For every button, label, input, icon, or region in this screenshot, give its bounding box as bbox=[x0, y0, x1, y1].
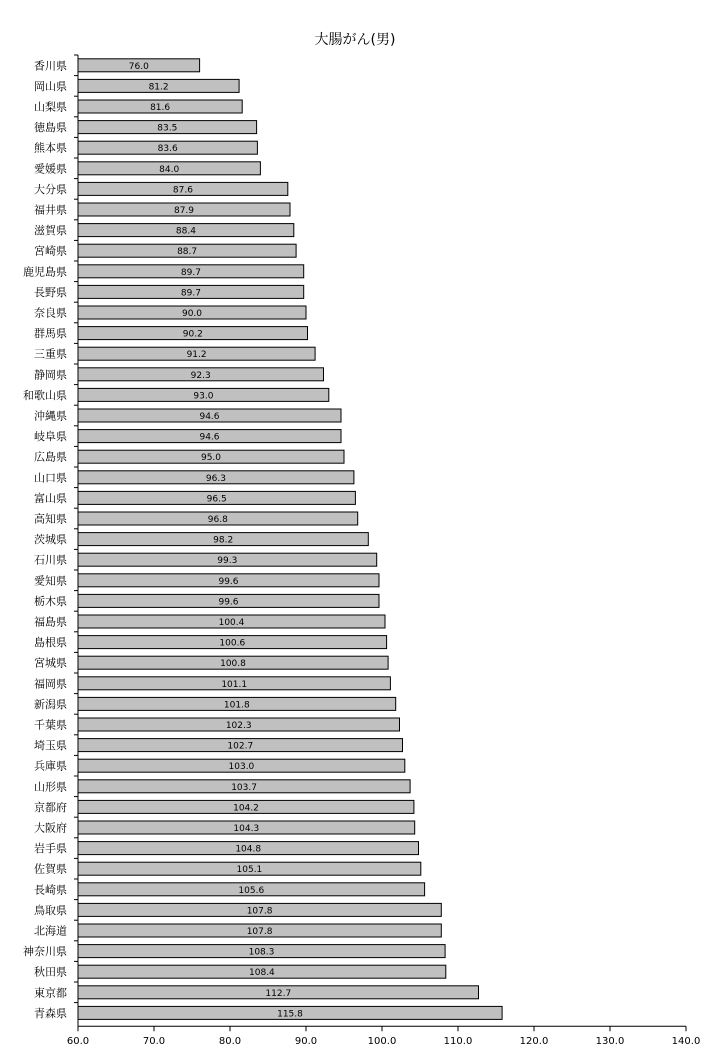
category-label: 栃木県 bbox=[34, 594, 67, 608]
category-label: 新潟県 bbox=[34, 697, 67, 711]
bar-value-label: 104.8 bbox=[235, 844, 262, 855]
bar-value-label: 99.6 bbox=[218, 576, 239, 587]
bar-value-label: 90.0 bbox=[181, 309, 203, 319]
bar-value-label: 98.2 bbox=[213, 535, 234, 546]
x-tick-label: 80.0 bbox=[218, 1036, 242, 1048]
category-label: 山形県 bbox=[34, 780, 67, 794]
bar-value-label: 100.8 bbox=[220, 659, 246, 670]
bar-value-label: 96.8 bbox=[207, 515, 228, 525]
category-label: 熊本県 bbox=[34, 141, 67, 155]
category-label: 富山県 bbox=[34, 491, 67, 505]
category-label: 群馬県 bbox=[34, 327, 67, 341]
category-label: 愛知県 bbox=[34, 574, 67, 588]
bar-value-label: 103.0 bbox=[228, 762, 255, 773]
bar-value-label: 102.7 bbox=[227, 741, 254, 752]
bar-value-label: 102.3 bbox=[225, 721, 252, 731]
x-tick-label: 70.0 bbox=[142, 1036, 166, 1048]
category-label: 佐賀県 bbox=[34, 862, 67, 876]
category-label: 広島県 bbox=[34, 450, 67, 464]
category-label: 石川県 bbox=[34, 553, 67, 567]
bar-value-label: 96.5 bbox=[206, 494, 227, 505]
category-label: 沖縄県 bbox=[34, 409, 67, 423]
category-label: 宮崎県 bbox=[34, 244, 67, 258]
bar-value-label: 81.6 bbox=[150, 103, 171, 113]
category-label: 埼玉県 bbox=[34, 739, 67, 753]
category-label: 徳島県 bbox=[34, 121, 67, 135]
category-label: 東京都 bbox=[34, 986, 67, 1000]
category-label: 青森県 bbox=[34, 1006, 67, 1020]
category-label: 岐阜県 bbox=[34, 430, 67, 444]
bar-value-label: 89.7 bbox=[180, 288, 201, 299]
bar-value-label: 105.1 bbox=[236, 865, 263, 876]
category-label: 長崎県 bbox=[34, 883, 67, 897]
x-tick-label: 110.0 bbox=[443, 1036, 473, 1048]
bar-value-label: 84.0 bbox=[159, 164, 180, 175]
bar-value-label: 105.6 bbox=[238, 885, 265, 896]
bar-value-label: 93.0 bbox=[193, 391, 214, 402]
category-label: 鳥取県 bbox=[34, 903, 67, 917]
bar-value-label: 89.7 bbox=[180, 267, 201, 278]
category-label: 山梨県 bbox=[34, 100, 67, 114]
category-label: 福岡県 bbox=[34, 677, 67, 691]
category-label: 千葉県 bbox=[34, 718, 67, 732]
category-label: 滋賀県 bbox=[34, 224, 67, 238]
category-label: 愛媛県 bbox=[34, 162, 67, 176]
bars-group bbox=[78, 59, 502, 1020]
bar-value-label: 103.7 bbox=[231, 782, 257, 793]
bar-value-label: 90.2 bbox=[182, 329, 203, 340]
category-label: 長野県 bbox=[34, 285, 67, 299]
category-label: 神奈川県 bbox=[23, 945, 67, 959]
bar-value-label: 81.2 bbox=[148, 82, 169, 93]
bar-value-label: 104.3 bbox=[233, 824, 260, 834]
bar-value-label: 91.2 bbox=[186, 350, 207, 361]
category-label: 宮城県 bbox=[34, 656, 67, 670]
category-label: 北海道 bbox=[34, 924, 67, 938]
bar-value-label: 99.3 bbox=[217, 556, 238, 567]
chart-title: 大腸がん(男) bbox=[314, 32, 396, 48]
category-label: 福島県 bbox=[34, 615, 67, 629]
bar-value-label: 83.6 bbox=[157, 144, 178, 155]
category-label: 大分県 bbox=[34, 182, 67, 196]
x-tick-label: 90.0 bbox=[294, 1036, 318, 1048]
bar-value-label: 100.4 bbox=[218, 618, 245, 628]
bar-value-label: 108.3 bbox=[248, 947, 275, 958]
category-label: 和歌山県 bbox=[23, 388, 67, 402]
x-tick-label: 100.0 bbox=[367, 1036, 397, 1048]
bar-value-label: 100.6 bbox=[219, 638, 246, 649]
category-label: 兵庫県 bbox=[34, 759, 67, 773]
category-label: 大阪府 bbox=[34, 821, 67, 835]
category-label: 鹿児島県 bbox=[23, 265, 67, 279]
category-label: 茨城県 bbox=[34, 533, 67, 547]
bar-value-label: 115.8 bbox=[277, 1009, 303, 1020]
category-label: 島根県 bbox=[34, 636, 67, 650]
bar-value-label: 112.7 bbox=[265, 988, 292, 999]
category-label: 岡山県 bbox=[34, 79, 67, 93]
bar-value-label: 87.9 bbox=[173, 206, 195, 216]
bar-value-label: 92.3 bbox=[190, 370, 211, 381]
x-tick-label: 60.0 bbox=[66, 1036, 90, 1048]
bar-value-label: 107.8 bbox=[246, 927, 273, 937]
x-tick-label: 120.0 bbox=[519, 1036, 549, 1048]
category-label: 三重県 bbox=[34, 347, 67, 361]
bar-value-label: 101.8 bbox=[223, 700, 250, 711]
bar-value-label: 104.2 bbox=[233, 803, 259, 814]
x-tick-label: 140.0 bbox=[671, 1036, 701, 1048]
category-label: 静岡県 bbox=[34, 368, 67, 382]
category-label: 高知県 bbox=[34, 512, 67, 526]
category-label: 福井県 bbox=[34, 203, 67, 217]
bar-value-label: 101.1 bbox=[221, 679, 248, 690]
bar-value-label: 87.6 bbox=[172, 185, 193, 196]
bar-value-label: 108.4 bbox=[249, 968, 275, 979]
category-label: 秋田県 bbox=[34, 965, 67, 979]
bar-value-label: 99.6 bbox=[218, 597, 239, 608]
category-label: 京都府 bbox=[34, 800, 67, 814]
category-label: 岩手県 bbox=[34, 842, 67, 856]
category-label: 山口県 bbox=[34, 471, 67, 485]
bar-value-label: 76.0 bbox=[128, 61, 149, 72]
bar-value-label: 96.3 bbox=[205, 473, 226, 484]
bar-value-label: 95.0 bbox=[200, 453, 222, 464]
category-label: 奈良県 bbox=[34, 306, 67, 320]
bar-value-label: 88.7 bbox=[177, 247, 198, 258]
bar-value-label: 83.5 bbox=[157, 123, 178, 134]
bar-value-label: 94.6 bbox=[199, 412, 220, 422]
bar-value-label: 94.6 bbox=[199, 432, 220, 443]
x-tick-label: 130.0 bbox=[595, 1036, 625, 1048]
bar-value-label: 88.4 bbox=[175, 226, 196, 237]
bar-value-label: 107.8 bbox=[246, 906, 273, 917]
category-label: 香川県 bbox=[34, 59, 67, 73]
